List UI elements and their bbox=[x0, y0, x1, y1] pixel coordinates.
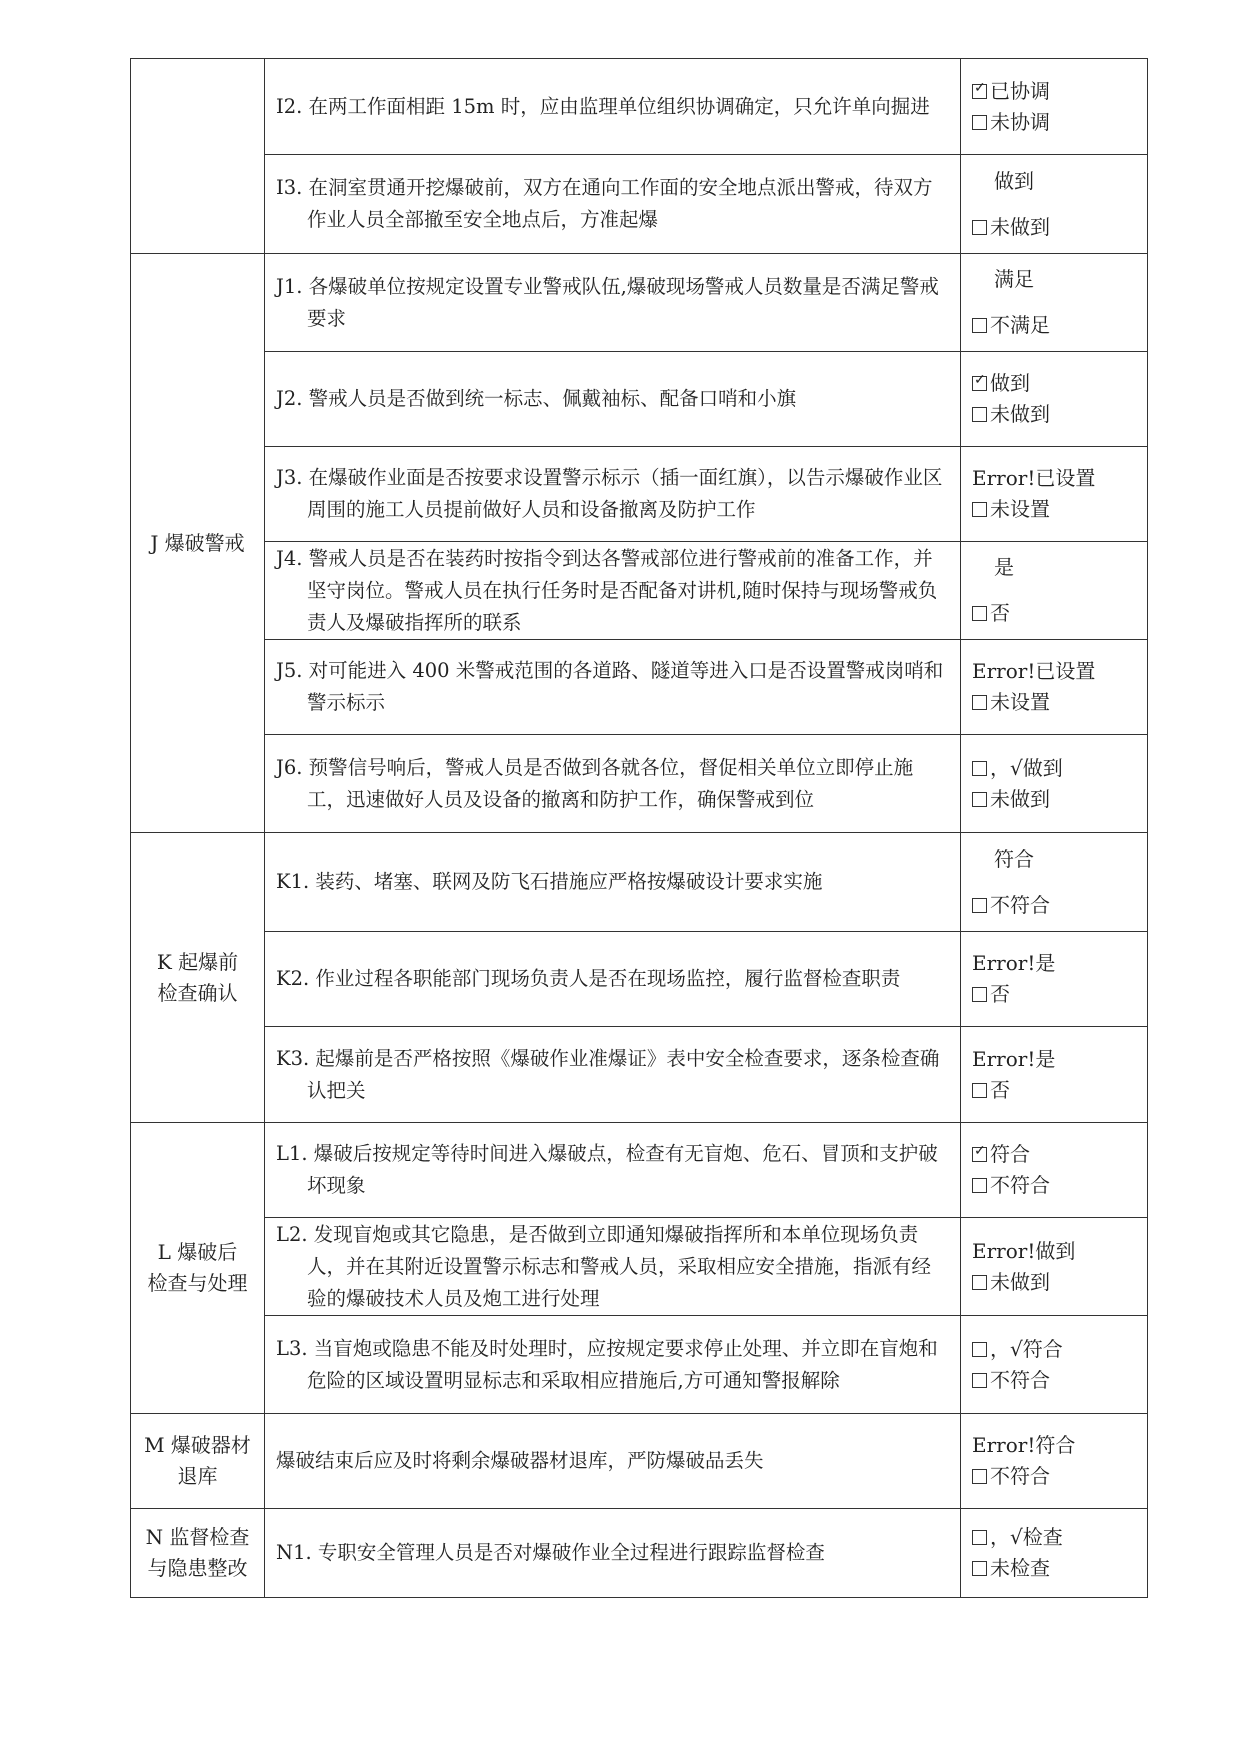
category-cell bbox=[131, 59, 265, 254]
table-row bbox=[131, 352, 1148, 447]
option-selected[interactable] bbox=[972, 1139, 1147, 1170]
checkbox-icon[interactable] bbox=[972, 1530, 987, 1545]
item-text: J2. 警戒人员是否做到统一标志、佩戴袖标、配备口哨和小旗 bbox=[276, 387, 797, 410]
option-unselected-label: 未设置 bbox=[990, 690, 1050, 714]
option-selected[interactable] bbox=[972, 76, 1147, 107]
item-cell bbox=[265, 1218, 961, 1316]
table-row bbox=[131, 932, 1148, 1027]
option-unselected-label: 未设置 bbox=[990, 497, 1050, 521]
checkbox-icon[interactable] bbox=[972, 318, 987, 333]
option-cell bbox=[961, 833, 1148, 932]
item-cell bbox=[265, 1123, 961, 1218]
option-selected-label: 已协调 bbox=[990, 78, 1050, 103]
category-cell bbox=[131, 1414, 265, 1509]
table-row bbox=[131, 1123, 1148, 1218]
option-cell bbox=[961, 447, 1148, 542]
option-selected[interactable] bbox=[972, 166, 1147, 197]
option-unselected[interactable] bbox=[972, 1553, 1147, 1584]
option-unselected[interactable] bbox=[972, 598, 1147, 629]
checkbox-icon[interactable] bbox=[972, 1373, 987, 1388]
option-cell bbox=[961, 352, 1148, 447]
item-text: L3. 当盲炮或隐患不能及时处理时，应按规定要求停止处理、并立即在盲炮和危险的区域设置明显标志和采取相应措施后,方可通知警报解除 bbox=[276, 1336, 938, 1392]
option-unselected[interactable] bbox=[972, 212, 1147, 243]
option-unselected-label: 未做到 bbox=[990, 402, 1050, 426]
inspection-checklist-table bbox=[130, 58, 1148, 1598]
option-selected[interactable] bbox=[972, 1522, 1147, 1553]
option-unselected-label: 否 bbox=[990, 1077, 1010, 1102]
category-cell bbox=[131, 833, 265, 1123]
table-row bbox=[131, 542, 1148, 640]
item-text: J3. 在爆破作业面是否按要求设置警示标示（插一面红旗），以告示爆破作业区周围的施工人员提前做好人员和设备撤离及防护工作 bbox=[276, 466, 943, 521]
table-row bbox=[131, 59, 1148, 155]
option-unselected[interactable] bbox=[972, 494, 1147, 525]
option-cell bbox=[961, 1414, 1148, 1509]
checkbox-icon[interactable] bbox=[972, 792, 987, 807]
item-cell bbox=[265, 254, 961, 352]
option-cell bbox=[961, 155, 1148, 254]
category-label: J 爆破警戒 bbox=[150, 530, 245, 555]
option-unselected-label: 不符合 bbox=[990, 892, 1050, 917]
item-cell bbox=[265, 59, 961, 155]
checkbox-icon[interactable] bbox=[972, 220, 987, 235]
option-unselected[interactable] bbox=[972, 890, 1147, 921]
option-unselected-label: 未检查 bbox=[990, 1556, 1050, 1580]
item-cell bbox=[265, 833, 961, 932]
option-cell bbox=[961, 1509, 1148, 1598]
item-text: J4. 警戒人员是否在装药时按指令到达各警戒部位进行警戒前的准备工作，并坚守岗位。警戒人员在执行任务时是否配备对讲机,随时保持与现场警戒负责人及爆破指挥所的联系 bbox=[276, 546, 938, 634]
item-cell bbox=[265, 1027, 961, 1123]
category-cell bbox=[131, 1123, 265, 1414]
checkbox-icon[interactable] bbox=[972, 1561, 987, 1576]
item-cell bbox=[265, 1316, 961, 1414]
checkbox-icon[interactable] bbox=[972, 407, 987, 422]
checkbox-icon[interactable] bbox=[972, 1178, 987, 1193]
option-cell bbox=[961, 59, 1148, 155]
option-unselected[interactable] bbox=[972, 1365, 1147, 1396]
item-text: K1. 装药、堵塞、联网及防飞石措施应严格按爆破设计要求实施 bbox=[276, 870, 823, 893]
item-text: K3. 起爆前是否严格按照《爆破作业准爆证》表中安全检查要求，逐条检查确认把关 bbox=[276, 1046, 940, 1102]
option-unselected[interactable] bbox=[972, 979, 1147, 1010]
category-label: N 监督检查 与隐患整改 bbox=[145, 1525, 250, 1580]
option-unselected[interactable] bbox=[972, 687, 1147, 718]
checkbox-icon[interactable] bbox=[972, 1469, 987, 1484]
table-row bbox=[131, 254, 1148, 352]
option-unselected-label: 否 bbox=[990, 601, 1010, 625]
item-cell bbox=[265, 735, 961, 833]
category-label: M 爆破器材 退库 bbox=[144, 1433, 251, 1488]
item-text: J5. 对可能进入 400 米警戒范围的各道路、隧道等进入口是否设置警戒岗哨和警示标示 bbox=[276, 659, 944, 714]
item-text: K2. 作业过程各职能部门现场负责人是否在现场监控，履行监督检查职责 bbox=[276, 967, 901, 990]
checkbox-icon[interactable] bbox=[972, 1275, 987, 1290]
checkbox-icon[interactable] bbox=[972, 1342, 987, 1357]
checkbox-icon[interactable] bbox=[972, 761, 987, 776]
item-text: L2. 发现盲炮或其它隐患，是否做到立即通知爆破指挥所和本单位现场负责人，并在其附近设置警示标志和警戒人员，采取相应安全措施，指派有经验的爆破技术人员及炮工进行处理 bbox=[276, 1222, 932, 1310]
option-selected-label: 符合 bbox=[990, 1142, 1030, 1166]
item-cell bbox=[265, 1509, 961, 1598]
checkbox-icon[interactable] bbox=[972, 898, 987, 913]
option-selected-label: 符合 bbox=[994, 846, 1034, 871]
checkbox-icon[interactable] bbox=[972, 695, 987, 710]
option-unselected-label: 未做到 bbox=[990, 786, 1050, 811]
option-unselected[interactable] bbox=[972, 310, 1147, 341]
option-selected[interactable] bbox=[972, 1044, 1147, 1075]
option-selected[interactable] bbox=[972, 844, 1147, 875]
option-selected[interactable] bbox=[972, 1430, 1147, 1461]
option-selected-label: 做到 bbox=[994, 168, 1034, 193]
option-unselected-label: 未做到 bbox=[990, 1269, 1050, 1294]
checkbox-icon[interactable] bbox=[972, 1083, 987, 1098]
option-selected[interactable] bbox=[972, 948, 1147, 979]
option-unselected-label: 不符合 bbox=[990, 1464, 1050, 1488]
option-cell bbox=[961, 1316, 1148, 1414]
category-cell bbox=[131, 1509, 265, 1598]
option-unselected[interactable] bbox=[972, 399, 1147, 430]
checkbox-icon[interactable] bbox=[972, 606, 987, 621]
item-cell bbox=[265, 155, 961, 254]
item-text: J1. 各爆破单位按规定设置专业警戒队伍,爆破现场警戒人员数量是否满足警戒要求 bbox=[276, 274, 939, 330]
option-selected[interactable] bbox=[972, 656, 1147, 687]
option-selected-label: ，√检查 bbox=[990, 1525, 1063, 1549]
option-selected[interactable] bbox=[972, 1236, 1147, 1267]
option-unselected-label: 不符合 bbox=[990, 1173, 1050, 1197]
table-row bbox=[131, 1218, 1148, 1316]
checklist-table-container bbox=[130, 58, 1114, 1598]
table-row bbox=[131, 833, 1148, 932]
option-selected-label: ，√做到 bbox=[990, 755, 1063, 780]
item-cell bbox=[265, 932, 961, 1027]
option-unselected[interactable] bbox=[972, 1267, 1147, 1298]
item-cell bbox=[265, 640, 961, 735]
option-selected[interactable] bbox=[972, 463, 1147, 494]
checkbox-icon[interactable] bbox=[972, 502, 987, 517]
option-cell bbox=[961, 1027, 1148, 1123]
option-unselected-label: 未做到 bbox=[990, 214, 1050, 239]
checkbox-icon[interactable] bbox=[972, 987, 987, 1002]
option-selected-label: 满足 bbox=[994, 267, 1034, 291]
option-selected-label: Error!符合 bbox=[972, 1433, 1076, 1457]
category-cell bbox=[131, 254, 265, 833]
option-cell bbox=[961, 254, 1148, 352]
option-cell bbox=[961, 640, 1148, 735]
option-selected-label: Error!是 bbox=[972, 951, 1056, 975]
option-cell bbox=[961, 735, 1148, 833]
option-selected-label: ，√符合 bbox=[990, 1336, 1063, 1361]
option-selected-label: Error!是 bbox=[972, 1046, 1056, 1071]
table-row bbox=[131, 1509, 1148, 1598]
table-row bbox=[131, 735, 1148, 833]
checked-box-icon[interactable] bbox=[972, 1147, 987, 1162]
checked-box-icon[interactable] bbox=[972, 84, 987, 99]
table-row bbox=[131, 1414, 1148, 1509]
option-selected[interactable] bbox=[972, 753, 1147, 784]
option-unselected-label: 不满足 bbox=[990, 313, 1050, 337]
checkbox-icon[interactable] bbox=[972, 115, 987, 130]
option-selected-label: 是 bbox=[994, 555, 1014, 579]
option-unselected[interactable] bbox=[972, 107, 1147, 138]
category-label: L 爆破后 检查与处理 bbox=[147, 1240, 248, 1295]
item-cell bbox=[265, 447, 961, 542]
item-text: N1. 专职安全管理人员是否对爆破作业全过程进行跟踪监督检查 bbox=[276, 1541, 825, 1564]
option-selected[interactable] bbox=[972, 368, 1147, 399]
option-unselected[interactable] bbox=[972, 784, 1147, 815]
option-unselected-label: 否 bbox=[990, 982, 1010, 1006]
option-cell bbox=[961, 1218, 1148, 1316]
item-text: I2. 在两工作面相距 15m 时，应由监理单位组织协调确定，只允许单向掘进 bbox=[276, 94, 930, 118]
option-selected[interactable] bbox=[972, 264, 1147, 295]
item-cell bbox=[265, 1414, 961, 1509]
option-selected-label: 做到 bbox=[990, 371, 1030, 395]
option-cell bbox=[961, 542, 1148, 640]
checked-box-icon[interactable] bbox=[972, 376, 987, 391]
option-unselected[interactable] bbox=[972, 1170, 1147, 1201]
option-unselected[interactable] bbox=[972, 1461, 1147, 1492]
option-cell bbox=[961, 932, 1148, 1027]
table-row bbox=[131, 1316, 1148, 1414]
option-selected-label: Error!已设置 bbox=[972, 466, 1096, 490]
option-unselected[interactable] bbox=[972, 1075, 1147, 1106]
option-cell bbox=[961, 1123, 1148, 1218]
option-selected-label: Error!做到 bbox=[972, 1238, 1076, 1263]
table-row bbox=[131, 640, 1148, 735]
table-row bbox=[131, 447, 1148, 542]
table-row bbox=[131, 1027, 1148, 1123]
item-cell bbox=[265, 542, 961, 640]
item-cell bbox=[265, 352, 961, 447]
item-text: I3. 在洞室贯通开挖爆破前，双方在通向工作面的安全地点派出警戒，待双方作业人员全部撤至安全地点后，方准起爆 bbox=[276, 176, 933, 231]
category-label: K 起爆前 检查确认 bbox=[156, 949, 239, 1005]
option-selected-label: Error!已设置 bbox=[972, 659, 1096, 683]
option-selected[interactable] bbox=[972, 552, 1147, 583]
option-unselected-label: 未协调 bbox=[990, 109, 1050, 134]
option-unselected-label: 不符合 bbox=[990, 1367, 1050, 1392]
item-text: J6. 预警信号响后，警戒人员是否做到各就各位，督促相关单位立即停止施工，迅速做好人员及设备的撤离和防护工作，确保警戒到位 bbox=[276, 755, 914, 811]
option-selected[interactable] bbox=[972, 1334, 1147, 1365]
item-text: 爆破结束后应及时将剩余爆破器材退库，严防爆破品丢失 bbox=[276, 1449, 764, 1472]
item-text: L1. 爆破后按规定等待时间进入爆破点，检查有无盲炮、危石、冒顶和支护破坏现象 bbox=[276, 1142, 938, 1197]
table-row bbox=[131, 155, 1148, 254]
